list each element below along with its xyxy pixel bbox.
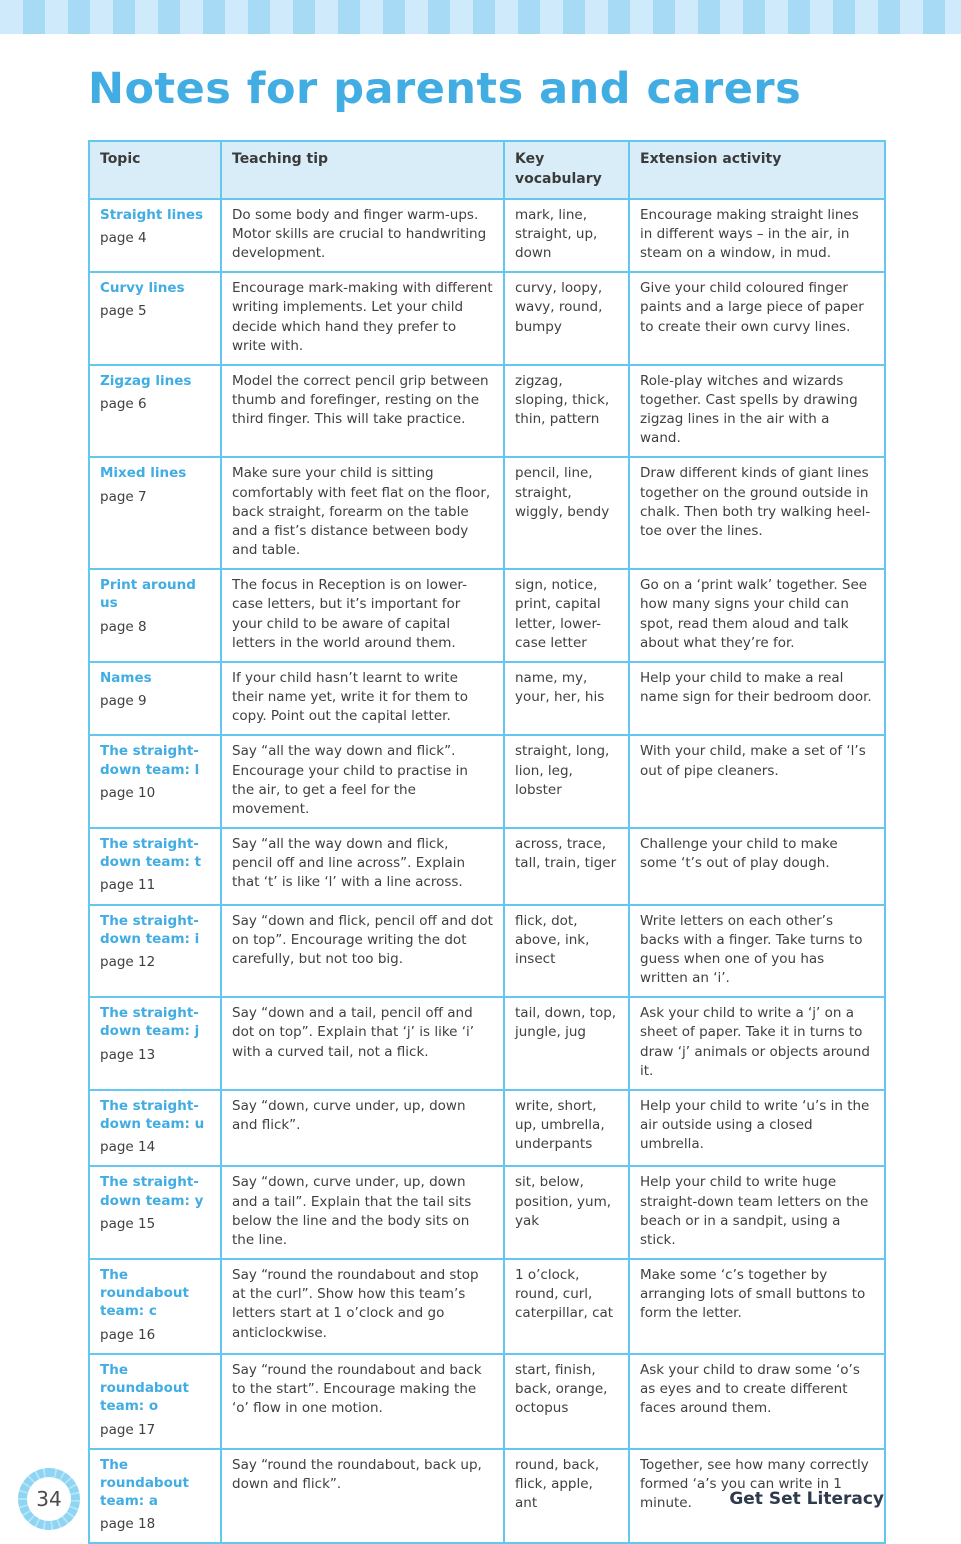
- table-row: [89, 569, 885, 662]
- extension-activity-cell: Draw different kinds of giant lines together on the ground outside in chalk. Then both try walking heel-toe over the lines.: [629, 457, 885, 569]
- extension-activity-cell: Help your child to make a real name sign for their bedroom door.: [629, 662, 885, 735]
- topic-cell: [89, 1259, 221, 1354]
- topic-page-number: page 15: [100, 1215, 156, 1232]
- topic-name: Curvy lines: [100, 280, 185, 297]
- key-vocabulary-cell: name, my, your, her, his: [504, 662, 629, 735]
- extension-activity-cell: Challenge your child to make some ‘t’s out of play dough.: [629, 828, 885, 905]
- teaching-tip-cell: Say “all the way down and flick, pencil off and line across”. Explain that ‘t’ is like ‘l’ with a line across.: [221, 828, 504, 905]
- topic-name: Mixed lines: [100, 465, 187, 482]
- topic-page-number: page 6: [100, 396, 147, 413]
- topic-cell: [89, 569, 221, 662]
- topic-page-number: page 8: [100, 618, 147, 635]
- brand-text: Get Set Literacy: [729, 1489, 884, 1510]
- teaching-tip-cell: Say “round the roundabout and back to the start”. Encourage making the ‘o’ flow in one motion.: [221, 1354, 504, 1449]
- topic-name: The roundabout team: a: [100, 1456, 189, 1510]
- topic-cell: [89, 1354, 221, 1449]
- extension-activity-cell: Give your child coloured finger paints and a large piece of paper to create their own curvy lines.: [629, 272, 885, 365]
- topic-name: Print around us: [100, 577, 196, 612]
- topic-name: The straight-down team: t: [100, 835, 202, 871]
- teaching-tip-cell: Do some body and finger warm-ups. Motor skills are crucial to handwriting development.: [221, 199, 504, 272]
- topic-name: The straight-down team: u: [100, 1097, 205, 1133]
- extension-activity-cell: With your child, make a set of ‘l’s out of pipe cleaners.: [629, 735, 885, 828]
- header-key-vocabulary: Key vocabulary: [504, 141, 629, 199]
- key-vocabulary-cell: flick, dot, above, ink, insect: [504, 905, 629, 998]
- topic-page-number: page 9: [100, 693, 147, 710]
- key-vocabulary-cell: 1 o’clock, round, curl, caterpillar, cat: [504, 1259, 629, 1354]
- topic-page-number: page 7: [100, 488, 147, 505]
- extension-activity-cell: Ask your child to draw some ‘o’s as eyes and to create different faces around them.: [629, 1354, 885, 1449]
- teaching-tip-cell: Say “down, curve under, up, down and flick”.: [221, 1090, 504, 1167]
- topic-page-number: page 5: [100, 303, 147, 320]
- teaching-tip-cell: If your child hasn’t learnt to write their name yet, write it for them to copy. Point out the capital letter.: [221, 662, 504, 735]
- teaching-tip-cell: The focus in Reception is on lower-case letters, but it’s important for your child to be aware of capital letters in the world around them.: [221, 569, 504, 662]
- extension-activity-cell: Make some ‘c’s together by arranging lots of small buttons to form the letter.: [629, 1259, 885, 1354]
- extension-activity-cell: Encourage making straight lines in different ways – in the air, in steam on a window, in mud.: [629, 199, 885, 272]
- header-extension-activity: Extension activity: [629, 141, 885, 199]
- topic-cell: [89, 1090, 221, 1167]
- teaching-tip-cell: Say “round the roundabout, back up, down and flick”.: [221, 1449, 504, 1544]
- teaching-tip-cell: Make sure your child is sitting comfortably with feet flat on the floor, back straight, forearm on the table and a fist’s distance between body and table.: [221, 457, 504, 569]
- extension-activity-cell: Write letters on each other’s backs with a finger. Take turns to guess when one of you has written an ‘i’.: [629, 905, 885, 998]
- topic-name: The straight-down team: l: [100, 743, 200, 778]
- topic-name: The roundabout team: c: [100, 1267, 189, 1320]
- topic-page-number: page 4: [100, 229, 147, 246]
- topic-page-number: page 16: [100, 1326, 156, 1343]
- key-vocabulary-cell: curvy, loopy, wavy, round, bumpy: [504, 272, 629, 365]
- table-header-row: [89, 141, 885, 199]
- page-title: Notes for parents and carers: [88, 64, 802, 114]
- topic-cell: [89, 1166, 221, 1259]
- page-content: [0, 64, 961, 1544]
- topic-name: The straight-down team: y: [100, 1174, 204, 1209]
- topic-cell: [89, 457, 221, 569]
- topic-name: Straight lines: [100, 206, 204, 223]
- topic-page-number: page 14: [100, 1139, 156, 1156]
- table-row: [89, 199, 885, 272]
- topic-name: The straight-down team: j: [100, 1005, 200, 1040]
- topic-page-number: page 11: [100, 877, 156, 894]
- page-footer: [0, 1468, 961, 1530]
- topic-page-number: page 10: [100, 784, 156, 801]
- table-row: [89, 662, 885, 735]
- key-vocabulary-cell: across, trace, tall, train, tiger: [504, 828, 629, 905]
- topic-cell: [89, 828, 221, 905]
- key-vocabulary-cell: start, finish, back, orange, octopus: [504, 1354, 629, 1449]
- extension-activity-cell: Go on a ‘print walk’ together. See how many signs your child can spot, read them aloud and talk about what they’re for.: [629, 569, 885, 662]
- key-vocabulary-cell: pencil, line, straight, wiggly, bendy: [504, 457, 629, 569]
- header-teaching-tip: Teaching tip: [221, 141, 504, 199]
- table-row: [89, 457, 885, 569]
- topic-cell: [89, 735, 221, 828]
- key-vocabulary-cell: write, short, up, umbrella, underpants: [504, 1090, 629, 1167]
- topic-page-number: page 13: [100, 1046, 156, 1063]
- topic-cell: [89, 997, 221, 1090]
- teaching-tip-cell: Say “all the way down and flick”. Encourage your child to practise in the air, to get a feel for the movement.: [221, 735, 504, 828]
- table-row: [89, 1259, 885, 1354]
- extension-activity-cell: Help your child to write huge straight-down team letters on the beach or in a sandpit, using a stick.: [629, 1166, 885, 1259]
- key-vocabulary-cell: straight, long, lion, leg, lobster: [504, 735, 629, 828]
- teaching-tip-cell: Say “down, curve under, up, down and a tail”. Explain that the tail sits below the line and the body sits on the line.: [221, 1166, 504, 1259]
- topic-name: The roundabout team: o: [100, 1361, 189, 1415]
- table-row: [89, 1090, 885, 1167]
- key-vocabulary-cell: sign, notice, print, capital letter, lower-case letter: [504, 569, 629, 662]
- table-row: [89, 997, 885, 1090]
- extension-activity-cell: Help your child to write ‘u’s in the air outside using a closed umbrella.: [629, 1090, 885, 1167]
- topic-cell: [89, 365, 221, 458]
- key-vocabulary-cell: sit, below, position, yum, yak: [504, 1166, 629, 1259]
- table-row: [89, 735, 885, 828]
- extension-activity-cell: Ask your child to write a ‘j’ on a sheet of paper. Take it in turns to draw ‘j’ animals or objects around it.: [629, 997, 885, 1090]
- table-row: [89, 905, 885, 998]
- teaching-tip-cell: Model the correct pencil grip between thumb and forefinger, resting on the third finger. This will take practice.: [221, 365, 504, 458]
- striped-banner: [0, 0, 961, 34]
- extension-activity-cell: Role-play witches and wizards together. Cast spells by drawing zigzag lines in the air with a wand.: [629, 365, 885, 458]
- topic-page-number: page 17: [100, 1421, 156, 1438]
- topic-cell: [89, 272, 221, 365]
- teaching-tip-cell: Encourage mark-making with different writing implements. Let your child decide which hand they prefer to write with.: [221, 272, 504, 365]
- table-row: [89, 1166, 885, 1259]
- teaching-tip-cell: Say “down and flick, pencil off and dot on top”. Encourage writing the dot carefully, but not too big.: [221, 905, 504, 998]
- topic-cell: [89, 662, 221, 735]
- table-row: [89, 828, 885, 905]
- table-row: [89, 272, 885, 365]
- topic-name: Zigzag lines: [100, 372, 192, 389]
- topic-name: The straight-down team: i: [100, 912, 200, 947]
- topic-page-number: page 12: [100, 954, 156, 970]
- page-number-badge: [18, 1468, 80, 1530]
- topic-cell: [89, 905, 221, 998]
- topic-cell: [89, 199, 221, 272]
- extension-activity-cell: Together, see how many correctly formed ‘a’s you can write in 1 minute.: [629, 1449, 885, 1544]
- key-vocabulary-cell: zigzag, sloping, thick, thin, pattern: [504, 365, 629, 458]
- table-row: [89, 1354, 885, 1449]
- key-vocabulary-cell: mark, line, straight, up, down: [504, 199, 629, 272]
- notes-table: [88, 140, 886, 1544]
- key-vocabulary-cell: tail, down, top, jungle, jug: [504, 997, 629, 1090]
- header-topic: Topic: [89, 141, 221, 199]
- key-vocabulary-cell: round, back, flick, apple, ant: [504, 1449, 629, 1544]
- teaching-tip-cell: Say “round the roundabout and stop at the curl”. Show how this team’s letters start at 1 o’clock and go anticlockwise.: [221, 1259, 504, 1354]
- topic-page-number: page 18: [100, 1516, 156, 1533]
- table-row: [89, 365, 885, 458]
- topic-name: Names: [100, 669, 152, 686]
- teaching-tip-cell: Say “down and a tail, pencil off and dot on top”. Explain that ‘j’ is like ‘i’ with a curved tail, not a flick.: [221, 997, 504, 1090]
- page-number: 34: [27, 1477, 71, 1521]
